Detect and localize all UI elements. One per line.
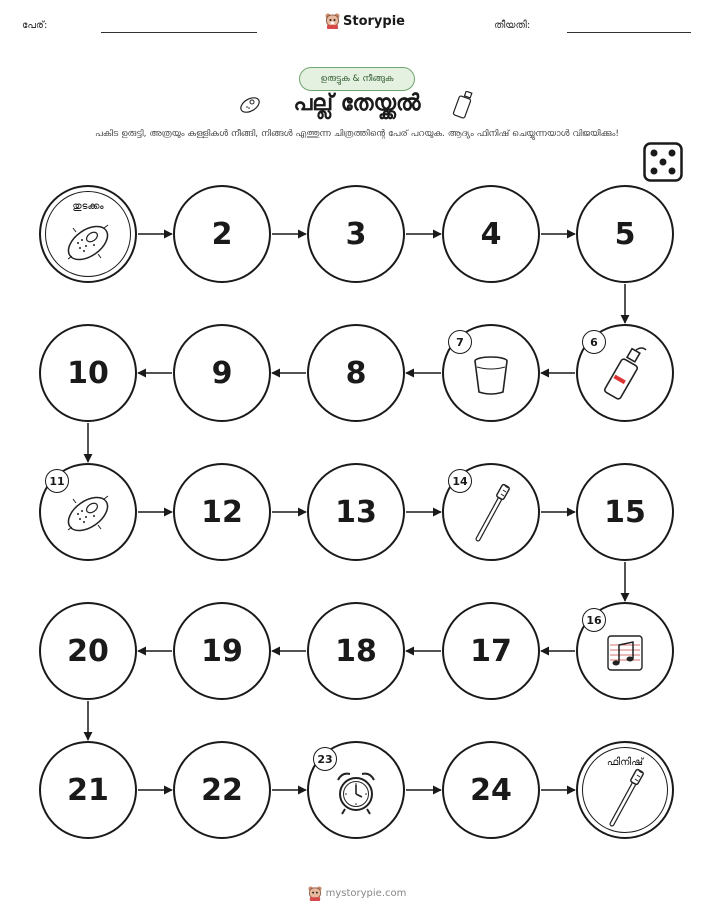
space-number: 15: [604, 494, 646, 530]
board-space[interactable]: [173, 463, 271, 561]
space-number: 24: [470, 772, 512, 808]
space-number: 8: [345, 355, 367, 391]
board-space[interactable]: [442, 602, 540, 700]
space-number: 18: [335, 633, 377, 669]
space-number-badge: 14: [448, 469, 472, 493]
activity-tag: ഉരുട്ടുക & നീങ്ങുക: [299, 67, 415, 91]
bear-footer-icon: [308, 886, 322, 901]
space-number-badge: 6: [582, 330, 606, 354]
page-title: പല്ല് തേയ്ക്കൽ: [293, 91, 421, 116]
space-number: 12: [201, 494, 243, 530]
board-space[interactable]: [442, 741, 540, 839]
brand-name: Storypie: [343, 13, 405, 29]
space-number-badge: 11: [45, 469, 69, 493]
space-number: 13: [335, 494, 377, 530]
space-number-badge: 16: [582, 608, 606, 632]
space-number: 9: [211, 355, 233, 391]
alarm-clock-icon: [330, 766, 382, 822]
board-space[interactable]: [39, 602, 137, 700]
space-number: 3: [345, 216, 367, 252]
board-space[interactable]: [173, 741, 271, 839]
space-number: 21: [67, 772, 109, 808]
finish-space[interactable]: [576, 741, 674, 839]
footer-url: mystorypie.com: [325, 888, 407, 899]
germ-icon: [58, 218, 118, 272]
board-space[interactable]: [442, 324, 540, 422]
space-number: 5: [614, 216, 636, 252]
toothbrush-icon: [602, 768, 648, 834]
instructions: പകിട ഉരുട്ടി, അത്രയും കള്ളികൾ നീങ്ങി, നിങ്ങൾ എത്തുന്ന ചിത്രത്തിന്റെ പേര് പറയുക. ആദ്യം ഫിനിഷ് ചെയ്യുന്നയാൾ വിജയിക്കും!: [95, 129, 619, 139]
start-label: തുടക്കം: [72, 201, 104, 212]
board-space[interactable]: [173, 602, 271, 700]
footer: [0, 886, 714, 901]
board-space[interactable]: [39, 463, 137, 561]
board-space[interactable]: [173, 324, 271, 422]
space-number: 10: [67, 355, 109, 391]
board-space[interactable]: [576, 324, 674, 422]
start-space[interactable]: [39, 185, 137, 283]
space-number-badge: 23: [313, 747, 337, 771]
space-number: 2: [211, 216, 233, 252]
board-space[interactable]: [307, 463, 405, 561]
germ-icon: [58, 489, 118, 543]
board-space[interactable]: [307, 324, 405, 422]
music-note-icon: [605, 633, 645, 677]
board-space[interactable]: [576, 602, 674, 700]
finish-label: ഫിനിഷ്: [606, 757, 644, 768]
toothbrush-icon: [468, 483, 514, 549]
space-number: 22: [201, 772, 243, 808]
board-space[interactable]: [39, 741, 137, 839]
space-number: 20: [67, 633, 109, 669]
board-space[interactable]: [307, 602, 405, 700]
board-space[interactable]: [307, 741, 405, 839]
board-space[interactable]: [442, 463, 540, 561]
toothpaste-icon: [600, 344, 650, 410]
space-number: 17: [470, 633, 512, 669]
name-label: പേര്:: [22, 20, 48, 31]
board-space[interactable]: [442, 185, 540, 283]
board-space[interactable]: [576, 463, 674, 561]
date-label: തീയതി:: [494, 20, 531, 31]
cup-icon: [468, 352, 514, 402]
board-space[interactable]: [39, 324, 137, 422]
board-space[interactable]: [576, 185, 674, 283]
space-number-badge: 7: [448, 330, 472, 354]
space-number: 19: [201, 633, 243, 669]
board-space[interactable]: [173, 185, 271, 283]
board-space[interactable]: [307, 185, 405, 283]
space-number: 4: [480, 216, 502, 252]
